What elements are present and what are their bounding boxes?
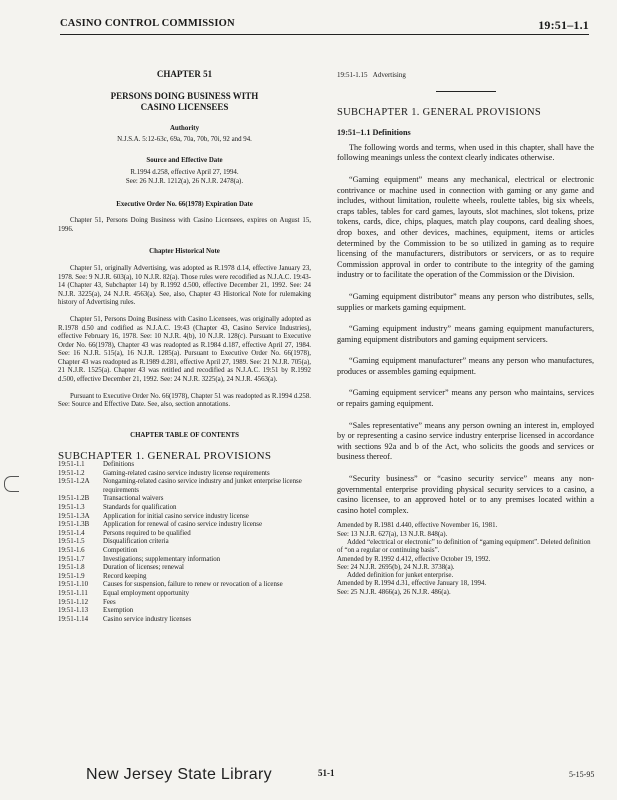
definition-paragraph: “Sales representative” means any person owning an interest in, employed by or representing a casino service industry enterprise licensed in accordance with sections 92a and b of the Act, who solicits the goods and services or business thereof. <box>337 420 594 462</box>
library-stamp: New Jersey State Library <box>86 766 272 783</box>
toc-row <box>58 478 311 495</box>
toc-row <box>58 573 311 582</box>
header-section-number: 19:51–1.1 <box>538 18 589 32</box>
source-line-1: R.1994 d.258, effective April 27, 1994. <box>130 169 239 177</box>
revision-date: 5-15-95 <box>569 770 595 779</box>
toc-number: 19:51-1.2A <box>58 478 90 486</box>
toc-row <box>58 581 311 590</box>
toc-subchapter-heading: SUBCHAPTER 1. GENERAL PROVISIONS <box>58 450 272 463</box>
toc-title: Application for renewal of casino service industry license <box>103 521 263 529</box>
toc-row <box>58 616 311 625</box>
toc-title: Standards for qualification <box>103 504 177 511</box>
toc-continued-title: Advertising <box>372 71 406 79</box>
definition-paragraph: “Gaming equipment servicer” means any person who maintains, services or repairs gaming equipment. <box>337 388 594 409</box>
toc-row <box>58 547 311 556</box>
exec-order-heading: Executive Order No. 66(1978) Expiration Date <box>116 200 253 208</box>
running-header <box>60 18 589 35</box>
amendment-note: See: 13 N.J.R. 627(a), 13 N.J.R. 848(a). <box>337 530 448 538</box>
toc-list <box>58 461 311 624</box>
toc-title: Casino service industry licenses <box>103 615 192 623</box>
toc-number: 19:51-1.14 <box>58 615 89 623</box>
toc-continued-number: 19:51-1.15 <box>337 71 368 79</box>
toc-title: Exemption <box>103 607 134 615</box>
toc-number: 19:51-1.10 <box>58 581 89 589</box>
toc-title: Record keeping <box>103 572 147 580</box>
authority-text: N.J.S.A. 5:12-63c, 69a, 70a, 70b, 70i, 92 and 94. <box>117 136 252 144</box>
toc-title: Investigations; supplementary information <box>103 555 221 563</box>
toc-row <box>58 599 311 608</box>
section-heading: 19:51–1.1 Definitions <box>337 128 411 138</box>
source-line-2: See: 26 N.J.R. 1212(a), 26 N.J.R. 2478(a). <box>125 177 244 185</box>
toc-number: 19:51-1.13 <box>58 607 89 615</box>
header-left: CASINO CONTROL COMMISSION <box>60 18 235 29</box>
authority-heading: Authority <box>169 124 200 132</box>
amendment-note: Added “electrical or electronic” to definition of “gaming equipment”. Deleted definition of “on a regular or continuing basis”. <box>337 539 591 555</box>
page-number: 51-1 <box>318 768 335 778</box>
amendment-note: Amended by R.1994 d.31, effective January 18, 1994. <box>337 580 487 588</box>
chapter-title <box>58 91 311 113</box>
toc-title: Definitions <box>103 461 135 469</box>
toc-number: 19:51-1.2 <box>58 469 85 477</box>
toc-row <box>58 590 311 599</box>
historical-note-para-1: Chapter 51, originally Advertising, was adopted as R.1978 d.14, effective January 23, 1978. See: 9 N.J.R. 603(a), 10 N.J.R. 82(a). Those rules were recodified as N.J.A.C. 19:43-14 (Chapter 43, Subchapter 14) by R.1992 d.500, effective December 21, 1992. See: 24 N.J.R. 3225(a), 24 N.J.R. 4563(a). See, also, Chapter 43 Historical Note for rulemaking history of Advertising rules. <box>58 264 311 307</box>
toc-number: 19:51-1.8 <box>58 564 85 572</box>
toc-heading: CHAPTER TABLE OF CONTENTS <box>130 431 239 439</box>
definitions-intro: The following words and terms, when used in this chapter, shall have the following meanings unless the context clearly indicates otherwise. <box>337 142 594 163</box>
amendment-note: See: 24 N.J.R. 2695(b), 24 N.J.R. 3738(a). <box>337 563 455 571</box>
exec-order-text: Chapter 51, Persons Doing Business with Casino Licensees, expires on August 15, 1996. <box>58 217 311 233</box>
toc-title: Gaming-related casino service industry license requirements <box>103 469 270 477</box>
definition-paragraph: “Gaming equipment” means any mechanical, electrical or electronic contrivance or machine used in connection with gaming or any game and includes, without limitation, roulette wheels, roulette tables, big six wheels, craps tables, tables for card games, layouts, slot machines, slot tokens, prize tokens, cards, dice, chips, plaques, match play coupons, card dealing shoes, drop boxes, and other devices, machines, equipment, items or articles determined by the Commission to be so utilized in gaming as to require licensing of the manufacturers, distributors or servicers, or as to require Commission approval in order to contribute to the integrity of the gaming industry or to facilitate the operation of the Commission or the Division. <box>337 174 594 280</box>
toc-number: 19:51-1.4 <box>58 529 85 537</box>
toc-number: 19:51-1.5 <box>58 538 85 546</box>
toc-title: Disqualification criteria <box>103 538 169 546</box>
toc-row <box>58 607 311 616</box>
toc-title: Transactional waivers <box>103 495 164 503</box>
toc-title: Causes for suspension, failure to renew or revocation of a license <box>103 581 283 589</box>
toc-title: Application for initial casino service industry license <box>103 512 249 520</box>
toc-number: 19:51-1.7 <box>58 555 85 563</box>
subchapter-heading: SUBCHAPTER 1. GENERAL PROVISIONS <box>337 106 542 118</box>
toc-row <box>58 504 311 513</box>
amendment-note: Amended by R.1981 d.440, effective November 16, 1981. <box>337 522 498 530</box>
toc-title: Competition <box>103 546 138 554</box>
toc-number: 19:51-1.2B <box>58 495 90 503</box>
toc-number: 19:51-1.6 <box>58 546 85 554</box>
toc-title: Persons required to be qualified <box>103 529 191 537</box>
toc-row <box>58 521 311 530</box>
toc-title: Equal employment opportunity <box>103 589 190 597</box>
amendment-note: Amended by R.1992 d.412, effective October 19, 1992. <box>337 555 491 563</box>
left-column <box>58 48 311 624</box>
definition-paragraph: “Security business” or “casino security service” means any non-governmental enterprise providing physical security services to a casino, a casino licensee, to an approved hotel or to any premises located within a casino hotel complex. <box>337 474 594 515</box>
definition-paragraph: “Gaming equipment manufacturer” means any person who manufactures, produces or assembles gaming equipment. <box>337 356 594 376</box>
historical-note-para-3: Pursuant to Executive Order No. 66(1978), Chapter 51 was readopted as R.1994 d.258. See: Source and Effective Date. See, also, section annotations. <box>58 392 311 409</box>
toc-row <box>58 513 311 522</box>
toc-continued <box>337 70 594 81</box>
chapter-title-line-1: PERSONS DOING BUSINESS WITH <box>110 90 259 101</box>
toc-number: 19:51-1.3 <box>58 504 85 511</box>
toc-number: 19:51-1.12 <box>58 598 89 606</box>
amendment-notes <box>337 522 594 597</box>
toc-title: Nongaming-related casino service industry and junket enterprise license requirements <box>103 478 302 494</box>
source-heading: Source and Effective Date <box>146 156 223 164</box>
chapter-title-line-2: CASINO LICENSEES <box>140 101 229 112</box>
chapter-number: CHAPTER 51 <box>156 69 213 79</box>
historical-note-para-2: Chapter 51, Persons Doing Business with Casino Licensees, was originally adopted as R.1978 d.50 and codified as N.J.A.C. 19:43 (Chapter 43, Casino Service Industries), effective February 16, 1978. See: 10 N.J.R. 4(b), 10 N.J.R. 128(c). Pursuant to Executive Order No. 66(1978), Chapter 43 was readopted as R.1984 d.187, effective April 27, 1984. See: 16 N.J.R. 515(a), 16 N.J.R. 1285(a). Pursuant to Executive Order No. 66(1978), Chapter 43 was readopted as R.1989 d.281, effective April 27, 1989. See: 21 N.J.R. 705(a), 21 N.J.R. 1525(a). Chapter 43 was retitled and recodified as N.J.A.C. 19:51 by R.1992 d.500, effective December 21, 1992. See: 24 N.J.R. 3225(a), 24 N.J.R. 4563(a). <box>58 315 311 384</box>
toc-row <box>58 556 311 565</box>
historical-note-heading: Chapter Historical Note <box>149 248 220 256</box>
definition-paragraph: “Gaming equipment distributor” means any person who distributes, sells, supplies or markets gaming equipment. <box>337 291 594 312</box>
definitions-list <box>337 175 594 516</box>
toc-row <box>58 530 311 539</box>
right-column <box>337 48 594 597</box>
toc-title: Duration of licenses; renewal <box>103 564 184 572</box>
toc-number: 19:51-1.11 <box>58 589 88 597</box>
toc-row <box>58 538 311 547</box>
toc-row <box>58 461 311 470</box>
amendment-note: See: 25 N.J.R. 4866(a), 26 N.J.R. 486(a). <box>337 588 451 596</box>
definition-paragraph: “Gaming equipment industry” means gaming equipment manufacturers, gaming equipment distributors and gaming equipment servicers. <box>337 324 594 344</box>
toc-row <box>58 470 311 479</box>
toc-title: Fees <box>103 598 116 606</box>
toc-number: 19:51-1.3A <box>58 512 90 520</box>
amendment-note: Added definition for junket enterprise. <box>347 572 454 580</box>
toc-row <box>58 495 311 504</box>
toc-row <box>58 564 311 573</box>
margin-mark <box>4 476 19 492</box>
divider-rule <box>436 91 496 92</box>
toc-number: 19:51-1.9 <box>58 572 85 580</box>
toc-number: 19:51-1.3B <box>58 521 90 529</box>
toc-number: 19:51-1.1 <box>58 461 85 469</box>
